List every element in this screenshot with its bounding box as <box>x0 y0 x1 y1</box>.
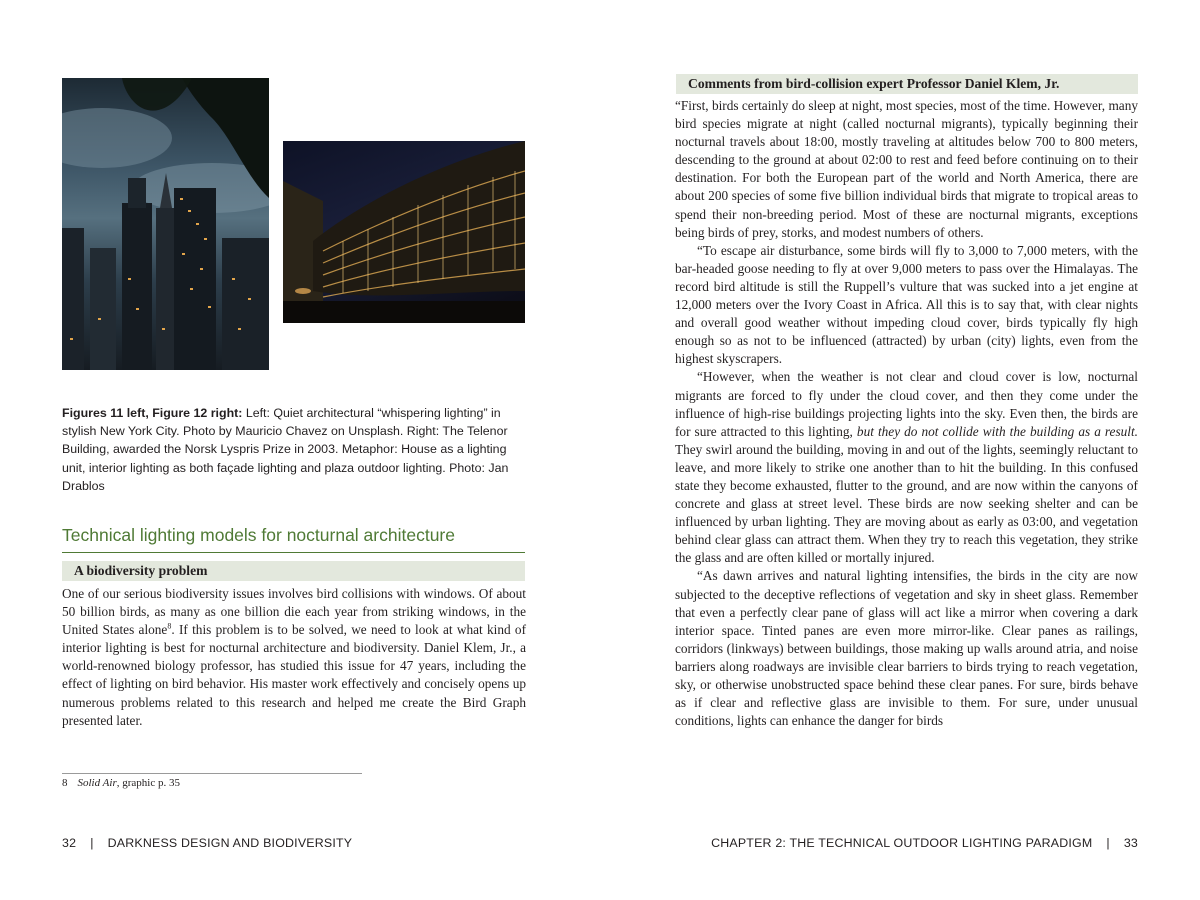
footnote-divider <box>62 773 362 774</box>
body-paragraph-part1: One of our serious biodiversity issues involves bird collisions with windows. Of about 50 billion birds, as many as one billion die each year from striking windows, in the United States alone <box>62 586 526 638</box>
quote-paragraph-2: “To escape air disturbance, some birds will fly to 3,000 to 7,000 meters, with the bar-headed goose needing to fly at over 9,000 meters to pass over the Himalayas. The record bird altitude is still the Ruppell’s vulture that was sucked into a jet engine at 12,000 meters over the Ivory Coast in Africa. All this is to say that, with clear nights and overall good weather without impeding cloud cover, birds typically fly high enough so as not to be influenced (attracted) by urban (city) lights, even from the highest skyscrapers. <box>675 242 1138 367</box>
quote-paragraph-3-italic: but they do not collide with the building as a result. <box>856 423 1138 439</box>
folio-separator: | <box>90 836 94 850</box>
figure-12-telenor-building-photo <box>283 141 525 323</box>
page-number-left: 32 <box>62 836 77 850</box>
folio-right <box>711 836 1138 850</box>
section-title: Technical lighting models for nocturnal architecture <box>62 525 525 553</box>
footnote-reference: 8 <box>167 621 172 631</box>
folio-separator-right: | <box>1106 836 1110 850</box>
subhead-biodiversity-problem: A biodiversity problem <box>62 561 525 581</box>
left-body-text <box>62 585 526 730</box>
body-paragraph <box>62 585 526 730</box>
running-head-right: CHAPTER 2: THE TECHNICAL OUTDOOR LIGHTING PARADIGM <box>711 836 1093 850</box>
footnote-title: Solid Air <box>77 777 117 789</box>
page-number-right: 33 <box>1123 836 1138 850</box>
quote-paragraph-1: “First, birds certainly do sleep at night, most species, most of the time. However, many bird species migrate at night (called nocturnal migrants), typically beginning their nocturnal travels about 18:00, mostly traveling at altitudes below 700 to 800 meters, descending to the ground at about 02:00 to rest and feed before continuing on to their destination. For both the European part of the world and North America, there are about 200 species of some five billion individual birds that migrate to tropical areas to spend their non-breeding period. Most of these are nocturnal migrants, exceptions being birds of prey, storks, and modest numbers of others. <box>675 98 1138 240</box>
subhead-klem-comments: Comments from bird-collision expert Professor Daniel Klem, Jr. <box>676 74 1138 94</box>
folio-left <box>62 836 352 850</box>
figure-caption-lead: Figures 11 left, Figure 12 right: <box>62 406 243 420</box>
quote-paragraph-3 <box>675 368 1138 567</box>
footnote-number: 8 <box>62 777 68 789</box>
quote-paragraph-3-part1: “However, when the weather is not clear and cloud cover is low, nocturnal migrants are forced to fly under the cloud cover, and then they come under the influence of high-rise buildings projecting lights into the sky. Even then, the birds are for sure attracted to this lighting, <box>675 369 1138 439</box>
running-head-left: DARKNESS DESIGN AND BIODIVERSITY <box>107 836 353 850</box>
body-paragraph-part2: . If this problem is to be solved, we need to look at what kind of interior lighting is best for nocturnal architecture and biodiversity. Daniel Klem, Jr., a world-renowned biology professor, has studied this issue for 47 years, including the effect of lighting on bird behavior. His master work effectively and concisely opens up numerous problems related to this research and helped me create the Bird Graph presented later. <box>62 622 526 728</box>
figure-caption <box>62 404 527 495</box>
right-body-text <box>675 97 1138 730</box>
quote-paragraph-4: “As dawn arrives and natural lighting intensifies, the birds in the city are now subjected to the deceptive reflections of vegetation and sky in sheet glass. Remember that even a perfectly clear pane of glass will act like a mirror when covering a dark interior space. Tinted panes are even more mirror-like. Clear panes as railings, corridors (linkways) between buildings, those making up walls around atria, and noise barriers along roadways are invisible clear barriers to birds trying to reach vegetation, sky, or otherwise unobstructed space behind these clear panes. For sure, birds behave as if clear and reflective glass are invisible to them. For sure, under unusual conditions, lights can enhance the danger for birds <box>675 568 1138 729</box>
figure-caption-text: Left: Quiet architectural “whispering lighting” in stylish New York City. Photo by Mauricio Chavez on Unsplash. Right: The Telenor Building, awarded the Norsk Lyspris Prize in 2003. Metaphor: House as a lighting unit, interior lighting as both façade lighting and plaza outdoor lighting. Photo: Jan Drablos <box>62 406 509 493</box>
quote-paragraph-3-part2: They swirl around the building, moving in and out of the lights, seemingly reluctant to leave, and more likely to strike one another than to hit the building. In this confused state they become exhausted, flutter to the ground, and are now within the canyons of concrete and glass at street level. These birds are now seeking shelter and can be influenced by urban lighting. They are moving about as early as 03:00, and vegetation behind clear glass can attract them. When they try to reach this vegetation, they strike the glass and are often killed or mortally injured. <box>675 441 1138 566</box>
figure-11-new-york-photo <box>62 78 269 370</box>
footnote-rest: , graphic p. 35 <box>116 777 180 789</box>
footnote <box>62 777 180 789</box>
